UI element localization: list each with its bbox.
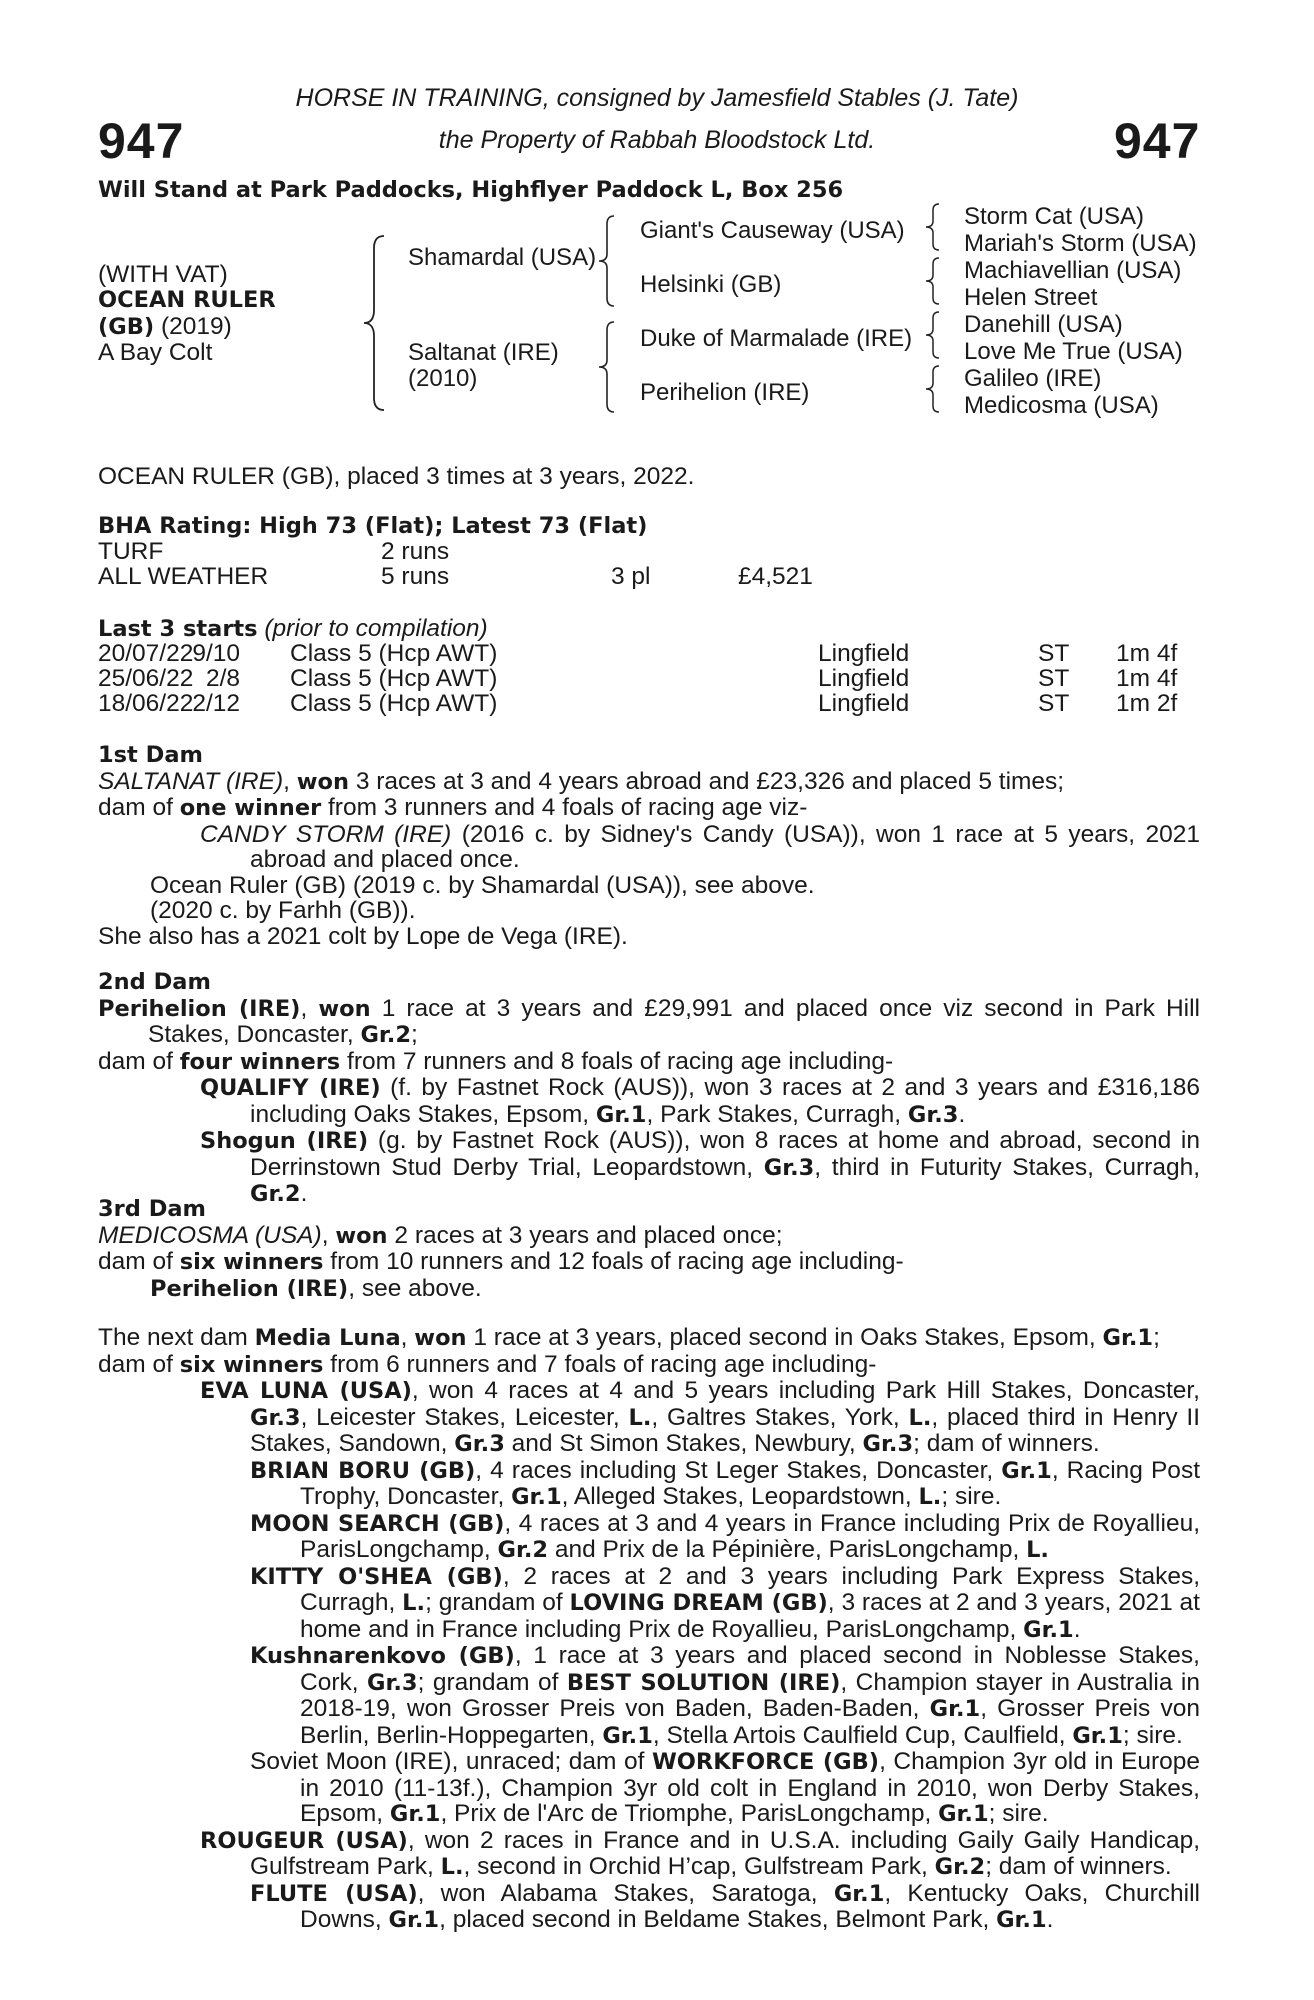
- pedigree-g2: Mariah's Storm (USA): [964, 230, 1197, 257]
- pedigree-sire-sire: Giant's Causeway (USA): [640, 217, 905, 244]
- start-race: Class 5 (Hcp AWT): [290, 640, 498, 667]
- pedigree-dam-sire: Duke of Marmalade (IRE): [640, 325, 913, 352]
- pedigree-dam: Saltanat (IRE): [408, 339, 559, 366]
- produce-item-moon-search: MOON SEARCH (GB), 4 races at 3 and 4 years in France including Prix de Royallieu, ParisLongchamp, Gr.2 and Prix de la Pépinière, ParisLongchamp, L.: [250, 1509, 1201, 1563]
- second-dam-record: Perihelion (IRE), won 1 race at 3 years and £29,991 and placed once viz second in Park Hill Stakes, Doncaster, Gr.2;: [98, 994, 1200, 1048]
- produce-item-kitty-oshea: KITTY O'SHEA (GB), 2 races at 2 and 3 years including Park Express Stakes, Curragh, L.; grandam of LOVING DREAM (GB), 3 races at 2 and 3 years, 2021 at home and in France including Prix de Royallieu, ParisLongchamp, Gr.1.: [250, 1562, 1201, 1643]
- vat-note: (WITH VAT): [98, 261, 228, 288]
- start-distance: 1m 4f: [1116, 665, 1178, 692]
- produce-item-soviet-moon: Soviet Moon (IRE), unraced; dam of WORKFORCE (GB), Champion 3yr old in Europe in 2010 (11-13f.), Champion 3yr old colt in England in 2010, won Derby Stakes, Epsom, Gr.1, Prix de l'Arc de Triomphe, ParisLongchamp, Gr.1; sire.: [250, 1748, 1200, 1827]
- first-dam-record: SALTANAT (IRE), won 3 races at 3 and 4 years abroad and £23,326 and placed 5 times;: [98, 767, 1065, 795]
- pedigree-g5: Danehill (USA): [964, 311, 1123, 338]
- pedigree-dam-year: (2010): [408, 365, 478, 392]
- pedigree-brace-sire: [596, 214, 620, 313]
- second-dam-section: [98, 970, 1200, 1208]
- horse-year: (2019): [154, 313, 232, 340]
- starts-title: Last 3 starts: [98, 616, 258, 642]
- produce-item: QUALIFY (IRE) (f. by Fastnet Rock (AUS)), won 3 races at 2 and 3 years and £316,186 including Oaks Stakes, Epsom, Gr.1, Park Stakes, Curragh, Gr.3.: [200, 1074, 1200, 1128]
- starts-note: (prior to compilation): [257, 615, 488, 642]
- produce-item: Perihelion (IRE), see above.: [150, 1274, 482, 1302]
- start-going: ST: [1038, 665, 1070, 692]
- rating-prize: £4,521: [738, 563, 813, 590]
- third-dam-produce: dam of six winners from 10 runners and 12 foals of racing age including-: [98, 1248, 904, 1275]
- brace-g3: [924, 310, 942, 365]
- second-dam-produce: dam of four winners from 7 runners and 8 foals of racing age including-: [98, 1047, 894, 1075]
- horse-description: A Bay Colt: [98, 339, 213, 366]
- pedigree-sire-dam: Helsinki (GB): [640, 271, 782, 298]
- start-date: 25/06/22: [98, 665, 194, 692]
- pedigree-g6: Love Me True (USA): [964, 338, 1183, 365]
- lot-number-left: 947: [98, 113, 185, 169]
- pedigree-dam-dam: Perihelion (IRE): [640, 379, 810, 406]
- pedigree-g3: Machiavellian (USA): [964, 257, 1182, 284]
- produce-item-rougeur: ROUGEUR (USA), won 2 races in France and in U.S.A. including Gaily Gaily Handicap, Gulfstream Park, L., second in Orchid H’cap, Gulfstream Park, Gr.2; dam of winners.: [200, 1826, 1200, 1880]
- pedigree-brace-dam: [596, 320, 620, 419]
- third-dam-heading: 3rd Dam: [98, 1196, 206, 1222]
- start-position: 2/8: [205, 665, 240, 692]
- stabling-line: Will Stand at Park Paddocks, Highflyer Paddock L, Box 256: [98, 177, 844, 203]
- third-dam-record: MEDICOSMA (USA), won 2 races at 3 years and placed once;: [98, 1221, 783, 1249]
- produce-item: (2020 c. by Farhh (GB)).: [150, 897, 416, 924]
- race-summary: OCEAN RULER (GB), placed 3 times at 3 years, 2022.: [98, 463, 695, 490]
- rating-surface: TURF: [98, 538, 164, 565]
- next-dam-produce: dam of six winners from 6 runners and 7 foals of racing age including-: [98, 1350, 877, 1378]
- produce-item-kushnarenkovo: Kushnarenkovo (GB), 1 race at 3 years and placed second in Noblesse Stakes, Cork, Gr.3; grandam of BEST SOLUTION (IRE), Champion stayer in Australia in 2018-19, won Grosser Preis von Baden, Baden-Baden, Gr.1, Grosser Preis von Berlin, Berlin-Hoppegarten, Gr.1, Stella Artois Caulfield Cup, Caulfield, Gr.1; sire.: [250, 1642, 1201, 1749]
- rating-placed: 3 pl: [611, 563, 651, 590]
- rating-heading: BHA Rating: High 73 (Flat); Latest 73 (Flat): [98, 513, 648, 539]
- consignor-line: HORSE IN TRAINING, consigned by Jamesfield Stables (J. Tate): [295, 84, 1019, 112]
- produce-item: Ocean Ruler (GB) (2019 c. by Shamardal (USA)), see above.: [150, 871, 815, 899]
- first-dam-section: [98, 743, 1200, 949]
- brace-g4: [924, 364, 942, 419]
- pedigree-sire: Shamardal (USA): [408, 244, 597, 271]
- start-position: 2/12: [192, 690, 240, 717]
- start-going: ST: [1038, 640, 1070, 667]
- rating-runs: 5 runs: [381, 563, 450, 590]
- start-distance: 1m 2f: [1116, 690, 1178, 717]
- second-dam-heading: 2nd Dam: [98, 969, 211, 995]
- next-dam-record: The next dam Media Luna, won 1 race at 3 years, placed second in Oaks Stakes, Epsom, Gr.1;: [98, 1324, 1160, 1351]
- pedigree-brace-main: [362, 234, 392, 417]
- third-dam-section: [98, 1197, 1200, 1302]
- owner-line: the Property of Rabbah Bloodstock Ltd.: [438, 126, 876, 154]
- start-course: Lingfield: [818, 640, 910, 667]
- starts-heading: [98, 616, 488, 643]
- lot-number-right: 947: [1114, 113, 1201, 169]
- start-distance: 1m 4f: [1116, 640, 1178, 667]
- horse-country: (GB): [98, 314, 155, 340]
- produce-item-brian-boru: BRIAN BORU (GB), 4 races including St Leger Stakes, Doncaster, Gr.1, Racing Post Trophy, Doncaster, Gr.1, Alleged Stakes, Leopardstown, L.; sire.: [250, 1456, 1200, 1510]
- horse-country-year: [98, 314, 232, 341]
- pedigree-g8: Medicosma (USA): [964, 392, 1159, 419]
- horse-name: OCEAN RULER: [98, 287, 276, 313]
- start-date: 20/07/22: [98, 640, 194, 667]
- start-race: Class 5 (Hcp AWT): [290, 665, 498, 692]
- rating-surface: ALL WEATHER: [98, 563, 269, 590]
- produce-item: Shogun (IRE) (g. by Fastnet Rock (AUS)), won 8 races at home and abroad, second in Derrinstown Stud Derby Trial, Leopardstown, Gr.3, third in Futurity Stakes, Curragh, Gr.2.: [200, 1127, 1200, 1207]
- start-course: Lingfield: [818, 690, 910, 717]
- brace-g1: [924, 202, 942, 257]
- start-race: Class 5 (Hcp AWT): [290, 690, 498, 717]
- pedigree-g1: Storm Cat (USA): [964, 203, 1145, 230]
- pedigree-g4: Helen Street: [964, 284, 1098, 311]
- start-position: 9/10: [192, 640, 240, 667]
- next-dam-section: [98, 1325, 1200, 1934]
- produce-note: She also has a 2021 colt by Lope de Vega (IRE).: [98, 922, 628, 950]
- brace-g2: [924, 256, 942, 311]
- produce-item-flute: FLUTE (USA), won Alabama Stakes, Saratoga, Gr.1, Kentucky Oaks, Churchill Downs, Gr.1, placed second in Beldame Stakes, Belmont Park, Gr.1.: [250, 1879, 1200, 1933]
- rating-runs: 2 runs: [381, 538, 450, 565]
- produce-item: CANDY STORM (IRE) (2016 c. by Sidney's Candy (USA)), won 1 race at 5 years, 2021 abroad and placed once.: [200, 820, 1200, 873]
- first-dam-heading: 1st Dam: [98, 742, 203, 768]
- produce-item-eva-luna: EVA LUNA (USA), won 4 races at 4 and 5 years including Park Hill Stakes, Doncaster, Gr.3, Leicester Stakes, Leicester, L., Galtres Stakes, York, L., placed third in Henry II Stakes, Sandown, Gr.3 and St Simon Stakes, Newbury, Gr.3; dam of winners.: [200, 1377, 1201, 1457]
- first-dam-produce: dam of one winner from 3 runners and 4 foals of racing age viz-: [98, 794, 808, 821]
- start-date: 18/06/22: [98, 690, 194, 717]
- pedigree-g7: Galileo (IRE): [964, 365, 1102, 392]
- start-course: Lingfield: [818, 665, 910, 692]
- start-going: ST: [1038, 690, 1070, 717]
